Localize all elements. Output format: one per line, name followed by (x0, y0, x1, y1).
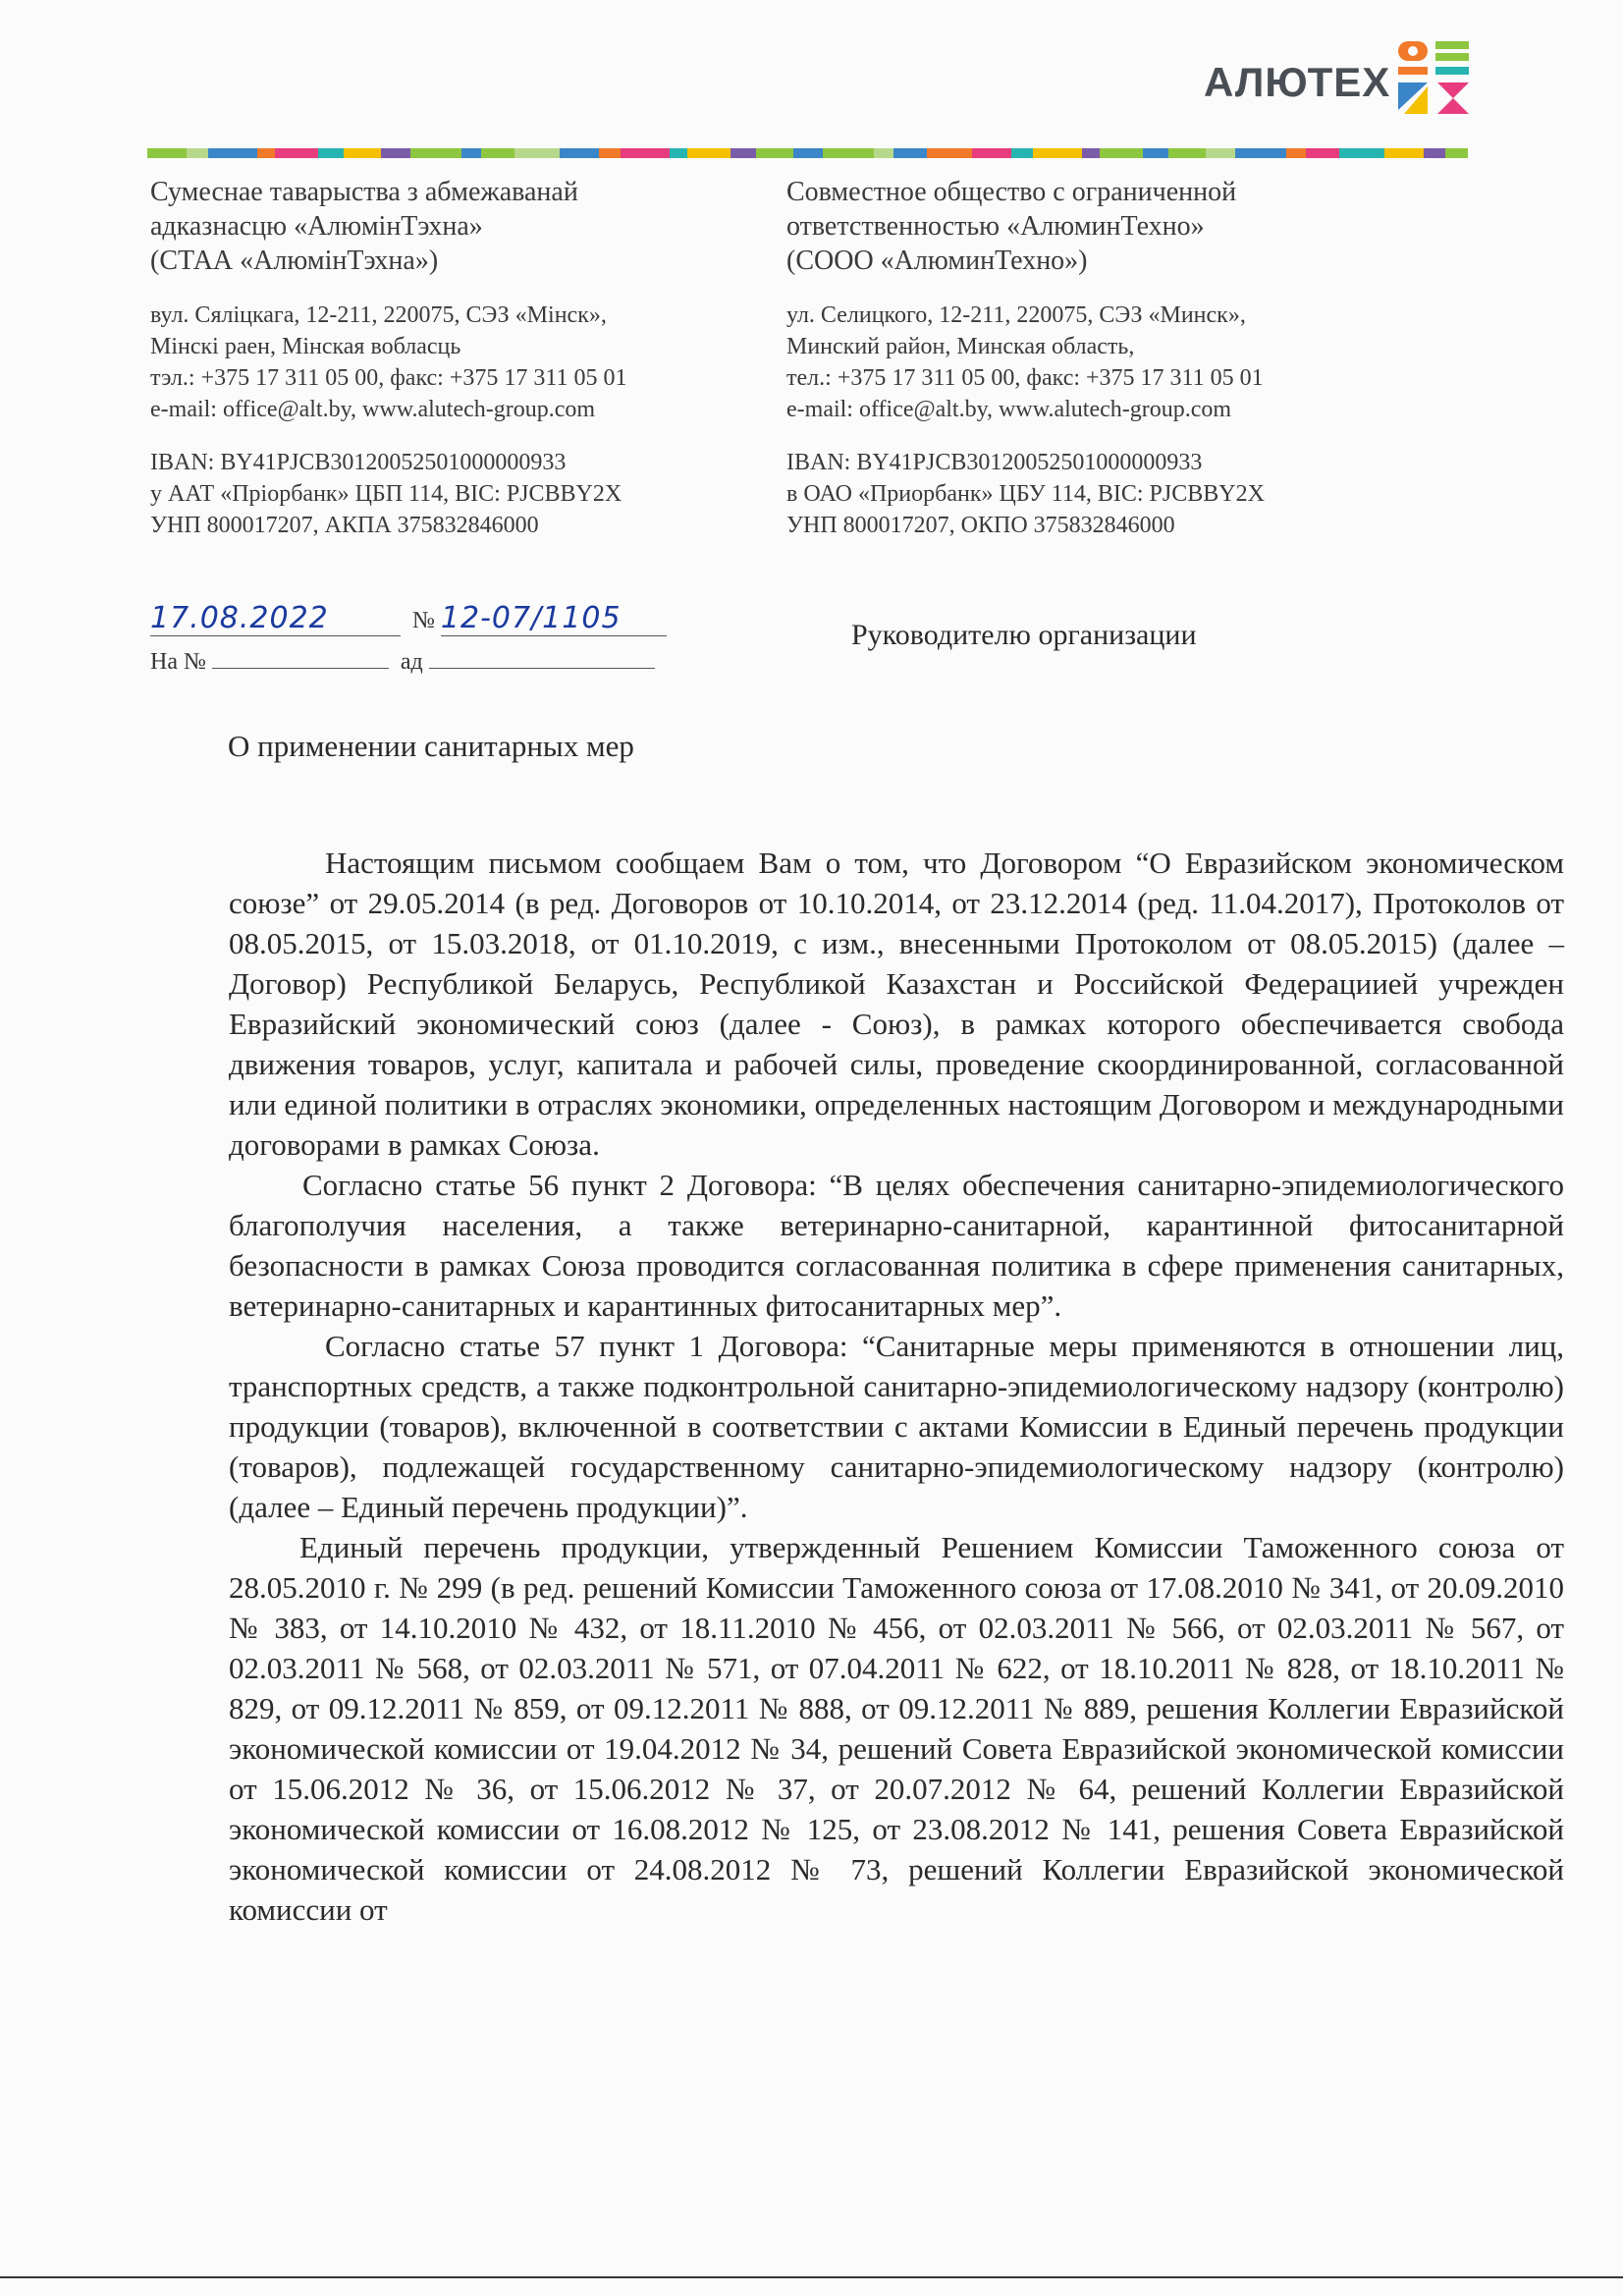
registration-date-row (150, 601, 667, 636)
stripe-segment (1168, 148, 1206, 158)
email-line: e-mail: office@alt.by, www.alutech-group.com (150, 397, 596, 422)
stripe-segment (874, 148, 893, 158)
phone-line: тэл.: +375 17 311 05 00, факс: +375 17 311 05 01 (150, 365, 627, 391)
logo-text: АЛЮТЕХ (1204, 59, 1391, 105)
stripe-segment (670, 148, 687, 158)
reference-row (150, 648, 655, 676)
stripe-segment (208, 148, 257, 158)
org-name-line: ответственностью «АлюминТехно» (786, 211, 1205, 242)
logo-mark-icon (1394, 37, 1473, 116)
stripe-segment (621, 148, 670, 158)
stripe-segment (927, 148, 972, 158)
stripe-segment (1339, 148, 1384, 158)
paragraph: Согласно статье 56 пункт 2 Договора: “В целях обеспечения санитарно-эпидемиологического благополучия населения, а также ветеринарно-санитарной, карантинной фитосанитарной безопасности в рамках Союза проводится согласованная политика в сфере применения санитарных, ветеринарно-санитарных и карантинных фитосанитарных мер”. (229, 1168, 1564, 1323)
address-line: ул. Селицкого, 12-211, 220075, СЭЗ «Минск», (786, 302, 1246, 328)
unp-line: УНП 800017207, ОКПО 375832846000 (786, 513, 1175, 538)
paragraph: Согласно статье 57 пункт 1 Договора: “Санитарные меры применяются в отношении лиц, транспортных средств, а также подконтрольной санитарно-эпидемиологическому надзору (контролю) продукции (товаров), включенной в соответствии с актами Комиссии в Единый перечень продукции (товаров), подлежащей государственному санитарно-эпидемиологическому надзору (контролю) (далее – Единый перечень продукции)”. (229, 1329, 1564, 1524)
stripe-segment (793, 148, 823, 158)
outgoing-date: 17.08.2022 (150, 601, 329, 635)
stripe-segment (730, 148, 756, 158)
address-line: вул. Сяліцкага, 12-211, 220075, СЭЗ «Мінск», (150, 302, 607, 328)
address-line: Мінскі раен, Мінская вобласць (150, 334, 461, 359)
stripe-segment (381, 148, 410, 158)
bank-details-by (150, 447, 730, 541)
org-name-line: (СООО «АлюминТехно») (786, 246, 1088, 276)
letterhead-left (150, 175, 730, 541)
stripe-segment (893, 148, 927, 158)
letterhead-right (786, 175, 1395, 541)
stripe-segment (756, 148, 793, 158)
stripe-segment (1033, 148, 1082, 158)
iban-line: IBAN: BY41PJCB30120052501000000933 (150, 450, 567, 475)
stripe-segment (1206, 148, 1235, 158)
stripe-segment (461, 148, 481, 158)
phone-line: тел.: +375 17 311 05 00, факс: +375 17 311 05 01 (786, 365, 1264, 391)
letter-body (229, 843, 1564, 1930)
subject: О применении санитарных мер (228, 729, 634, 763)
paragraph: Единый перечень продукции, утвержденный Решением Комиссии Таможенного союза от 28.05.2010 г. № 299 (в ред. решений Комиссии Таможенного союза от 17.08.2010 № 341, от 20.09.2010 № 383, от 14.10.2010 № 432, от 18.11.2010 № 456, от 02.03.2011 № 566, от 02.03.2011 № 567, от 02.03.2011 № 568, от 02.03.2011 № 571, от 07.04.2011 № 622, от 18.10.2011 № 828, от 18.10.2011 № 829, от 09.12.2011 № 859, от 09.12.2011 № 888, от 09.12.2011 № 889, решения Коллегии Евразийской экономической комиссии от 19.04.2012 № 34, решений Совета Евразийской экономической комиссии от 15.06.2012 № 36, от 15.06.2012 № 37, от 20.07.2012 № 64, решений Коллегии Евразийской экономической комиссии от 16.08.2012 № 125, от 23.08.2012 № 141, решения Совета Евразийской экономической комиссии от 24.08.2012 № 73, решений Коллегии Евразийской экономической комиссии от (229, 1530, 1564, 1927)
stripe-segment (257, 148, 275, 158)
address-by (150, 300, 730, 425)
org-name-ru (786, 175, 1395, 278)
address-line: Минский район, Минская область, (786, 334, 1135, 359)
stripe-segment (275, 148, 318, 158)
stripe-segment (1286, 148, 1306, 158)
stripe-segment (823, 148, 874, 158)
stripe-segment (1424, 148, 1445, 158)
stripe-segment (1100, 148, 1143, 158)
reference-label: На № (150, 649, 206, 675)
stripe-segment (1143, 148, 1168, 158)
stripe-segment (410, 148, 461, 158)
stripe-segment (560, 148, 599, 158)
outgoing-number: 12-07/1105 (440, 601, 622, 635)
recipient: Руководителю организации (851, 619, 1197, 651)
number-label: № (412, 608, 435, 633)
bank-line: у ААТ «Пріорбанк» ЦБП 114, BIC: PJCBBY2X (150, 481, 622, 507)
iban-line: IBAN: BY41PJCB30120052501000000933 (786, 450, 1203, 475)
stripe-segment (1235, 148, 1286, 158)
stripe-segment (1082, 148, 1100, 158)
paragraph: Настоящим письмом сообщаем Вам о том, что Договором “О Евразийском экономическом союзе” от 29.05.2014 (в ред. Договоров от 10.10.2014, от 23.12.2014 (ред. 11.04.2017), Протоколов от 08.05.2015, от 15.03.2018, от 01.10.2019, с изм., внесенными Протоколом от 08.05.2015) (далее – Договор) Республикой Беларусь, Республикой Казахстан и Российской Федерациией учрежден Евразийский экономический союз (далее - Союз), в рамках которого обеспечивается свобода движения товаров, услуг, капитала и рабочей силы, проведение скоординированной, согласованной или единой политики в отраслях экономики, определенных настоящим Договором и международными договорами в рамках Союза. (229, 846, 1564, 1162)
color-stripe (147, 148, 1468, 158)
stripe-segment (481, 148, 514, 158)
stripe-segment (599, 148, 621, 158)
org-name-line: (СТАА «АлюмінТэхна») (150, 246, 439, 276)
company-logo (1188, 29, 1483, 118)
org-name-by (150, 175, 730, 278)
stripe-segment (514, 148, 560, 158)
address-ru (786, 300, 1395, 425)
stripe-segment (318, 148, 344, 158)
stripe-segment (1445, 148, 1468, 158)
stripe-segment (1384, 148, 1424, 158)
stripe-segment (344, 148, 381, 158)
org-name-line: Совместное общество с ограниченной (786, 177, 1237, 207)
page-bottom-border (0, 2276, 1623, 2278)
reference-ad-label: ад (400, 649, 423, 675)
bank-details-ru (786, 447, 1395, 541)
unp-line: УНП 800017207, АКПА 375832846000 (150, 513, 539, 538)
stripe-segment (1306, 148, 1339, 158)
stripe-segment (187, 148, 208, 158)
stripe-segment (687, 148, 730, 158)
bank-line: в ОАО «Приорбанк» ЦБУ 114, BIC: PJCBBY2X (786, 481, 1265, 507)
org-name-line: адказнасцю «АлюмінТэхна» (150, 211, 483, 242)
stripe-segment (147, 148, 187, 158)
stripe-segment (972, 148, 1011, 158)
email-line: e-mail: office@alt.by, www.alutech-group.com (786, 397, 1232, 422)
org-name-line: Сумеснае таварыства з абмежаванай (150, 177, 578, 207)
stripe-segment (1011, 148, 1033, 158)
